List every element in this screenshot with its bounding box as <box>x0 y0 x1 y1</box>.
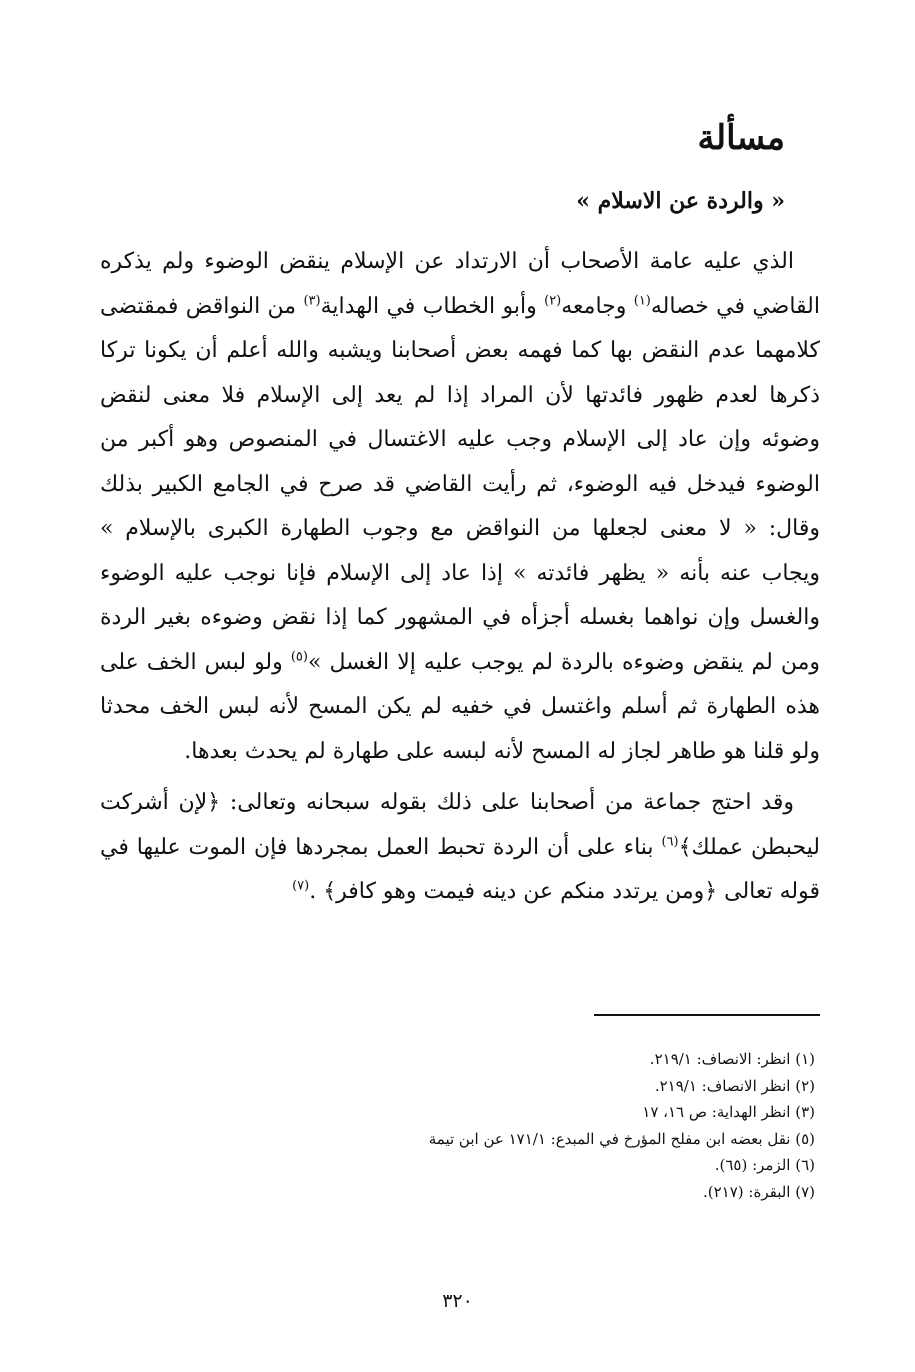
footnote-ref: (٢) <box>544 293 562 309</box>
page-number: ٣٢٠ <box>442 1290 473 1312</box>
footnote-separator <box>594 1014 820 1016</box>
footnote-item: (١) انظر: الانصاف: ٢١٩/١. <box>649 1050 815 1068</box>
text-segment: وجامعه <box>561 293 634 319</box>
section-subheading: « والردة عن الاسلام » <box>576 188 785 214</box>
body-text <box>100 240 820 915</box>
footnote-ref: (٧) <box>292 878 310 894</box>
paragraph-1 <box>100 240 820 774</box>
paragraph-2 <box>100 781 820 915</box>
text-segment: الذي عليه عامة الأصحاب أن الارتداد عن الإسلام ينقض الوضوء ولم يذكره القاضي في خصاله <box>100 249 820 319</box>
text-segment: ولو لبس الخف على هذه الطهارة ثم أسلم واغتسل في خفيه لم يكن المسح لأنه لبس الخف محدثا ولو قلنا هو طاهر لجاز له المسح لأنه لبسه على طهارة لم يحدث بعدها. <box>100 649 820 764</box>
footnotes-list <box>355 1046 815 1205</box>
text-segment: بناء على أن الردة تحبط العمل بمجردها فإن الموت عليها في قوله تعالى ﴿ومن يرتدد منكم عن دينه فيمت وهو كافر﴾ . <box>100 834 820 904</box>
footnote-ref: (١) <box>633 293 651 309</box>
section-heading: مسألة <box>697 118 785 158</box>
footnote-item: (٥) نقل بعضه ابن مفلح المؤرخ في المبدع: ١٧١/١ عن ابن تيمة <box>428 1129 815 1148</box>
text-segment: وقد احتج جماعة من أصحابنا على ذلك بقوله سبحانه وتعالى: ﴿لإن أشركت ليحبطن عملك﴾ <box>100 790 820 860</box>
footnote-ref: (٣) <box>303 293 321 309</box>
footnote-ref: (٥) <box>290 649 308 665</box>
footnote-ref: (٦) <box>661 834 679 850</box>
footnote-item: (٢) انظر الانصاف: ٢١٩/١. <box>654 1076 815 1095</box>
footnote-item: (٧) البقرة: (٢١٧). <box>703 1182 815 1201</box>
text-segment: من النواقض فمقتضى كلامهما عدم النقض بها كما فهمه بعض أصحابنا ويشبه والله أعلم أن يكونا تركا ذكرها لعدم ظهور فائدتها لأن المراد إذا لم يعد إلى الإسلام فلا معنى لنقض وضوئه وإن عاد إلى الإسلام وجب عليه الاغتسال في المنصوص وهو أكبر من الوضوء فيدخل فيه الوضوء، ثم رأيت القاضي قد صرح في الجامع الكبير بذلك وقال: « لا معنى لجعلها من النواقض مع وجوب الطهارة الكبرى بالإسلام » ويجاب عنه بأنه « يظهر فائدته » إذا عاد إلى الإسلام فإنا نوجب عليه الوضوء والغسل وإن نواهما بغسله أجزأه في المشهور كما إذا نقض وضوءه بغير الردة ومن لم ينقض وضوءه بالردة لم يوجب عليه إلا الغسل » <box>100 293 820 675</box>
text-segment: وأبو الخطاب في الهداية <box>320 293 545 319</box>
footnote-item: (٣) انظر الهداية: ص ١٦، ١٧ <box>642 1103 815 1121</box>
footnote-item: (٦) الزمر: (٦٥). <box>714 1156 815 1174</box>
